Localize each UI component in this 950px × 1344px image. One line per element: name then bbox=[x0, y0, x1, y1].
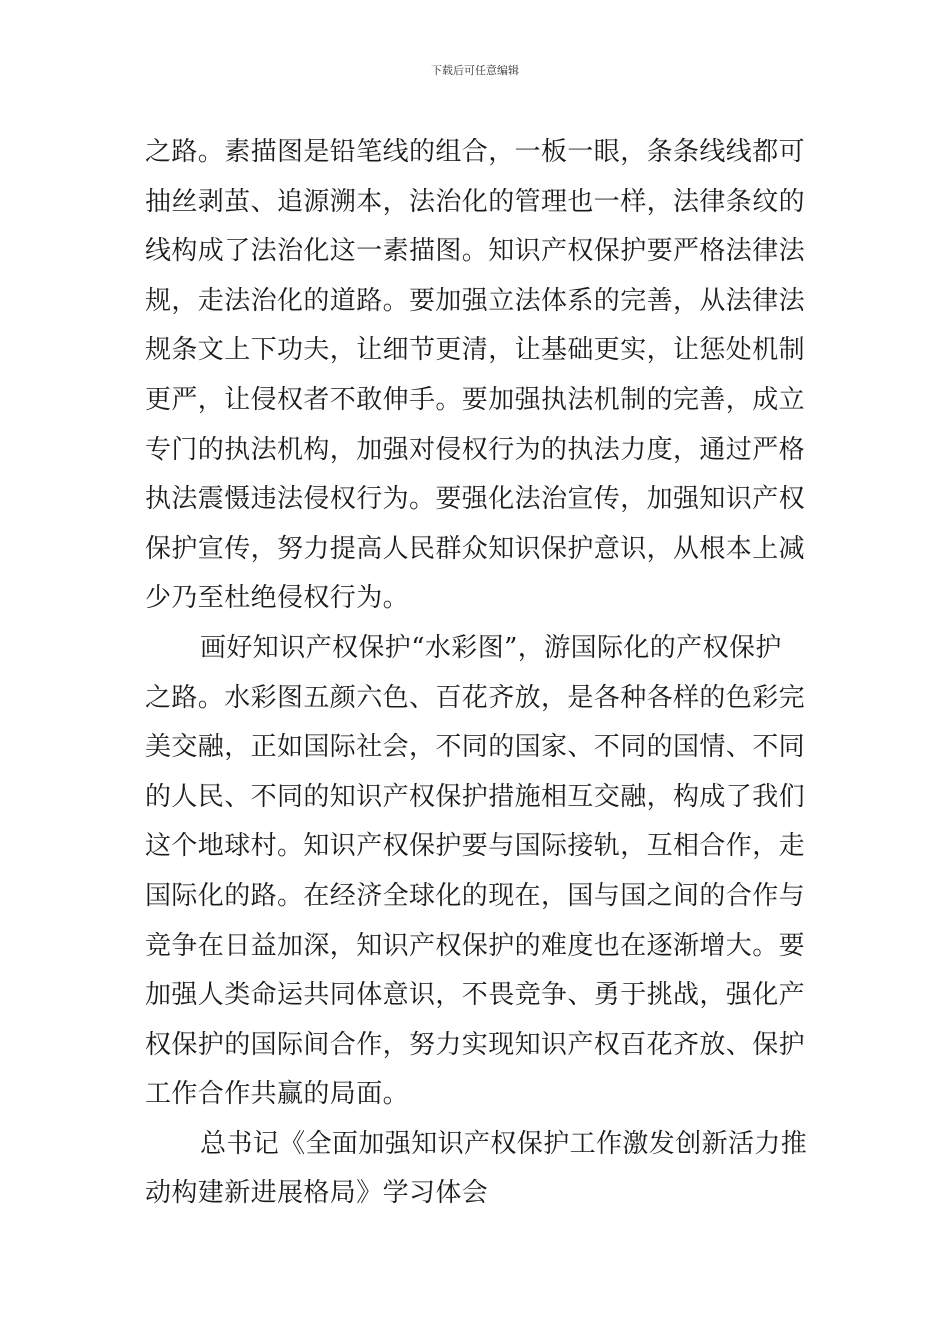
page-header: 下载后可任意编辑 bbox=[431, 64, 519, 77]
text-line: 更严，让侵权者不敢伸手。要加强执法机制的完善，成立 bbox=[145, 384, 806, 415]
text-line: 少乃至杜绝侵权行为。 bbox=[145, 583, 410, 614]
text-line: 的人民、不同的知识产权保护措施相互交融，构成了我们 bbox=[145, 781, 806, 812]
text-line: 规，走法治化的道路。要加强立法体系的完善，从法律法 bbox=[145, 285, 806, 316]
text-line: 加强人类命运共同体意识，不畏竞争、勇于挑战，强化产 bbox=[145, 980, 806, 1011]
text-line: 抽丝剥茧、追源溯本，法治化的管理也一样，法律条纹的 bbox=[145, 186, 806, 217]
text-line: 线构成了法治化这一素描图。知识产权保护要严格法律法 bbox=[145, 236, 806, 267]
text-line: 竞争在日益加深，知识产权保护的难度也在逐渐增大。要 bbox=[145, 930, 806, 961]
text-line: 工作合作共赢的局面。 bbox=[145, 1079, 410, 1110]
paragraph-first-line: 画好知识产权保护“水彩图”，游国际化的产权保护 bbox=[200, 632, 782, 663]
text-line: 专门的执法机构，加强对侵权行为的执法力度，通过严格 bbox=[145, 434, 806, 465]
text-line: 之路。素描图是铅笔线的组合，一板一眼，条条线线都可 bbox=[145, 137, 806, 167]
text-line: 权保护的国际间合作，努力实现知识产权百花齐放、保护 bbox=[145, 1029, 806, 1060]
text-line: 美交融，正如国际社会，不同的国家、不同的国情、不同 bbox=[145, 732, 806, 763]
text-line: 动构建新进展格局》学习体会 bbox=[145, 1178, 489, 1209]
document-body bbox=[145, 128, 810, 1219]
text-line: 执法震慑违法侵权行为。要强化法治宣传，加强知识产权 bbox=[145, 484, 806, 515]
text-line: 之路。水彩图五颜六色、百花齐放，是各种各样的色彩完 bbox=[145, 682, 806, 713]
text-line: 这个地球村。知识产权保护要与国际接轨，互相合作，走 bbox=[145, 831, 806, 862]
text-line: 国际化的路。在经济全球化的现在，国与国之间的合作与 bbox=[145, 880, 806, 911]
text-line: 保护宣传，努力提高人民群众知识保护意识，从根本上减 bbox=[145, 533, 806, 564]
text-line: 规条文上下功夫，让细节更清，让基础更实，让惩处机制 bbox=[145, 335, 806, 366]
paragraph-first-line: 总书记《全面加强知识产权保护工作激发创新活力推 bbox=[200, 1128, 808, 1159]
